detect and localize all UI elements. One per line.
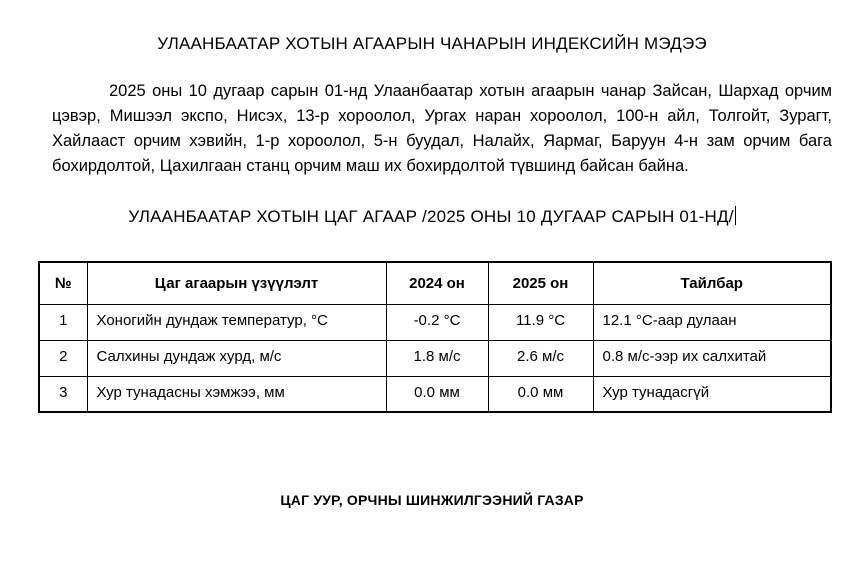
row-number: 3 (39, 376, 87, 412)
section-subtitle-text: УЛААНБААТАР ХОТЫН ЦАГ АГААР /2025 ОНЫ 10 ДУГААР САРЫН 01-НД/ (128, 207, 734, 226)
row-indicator: Хоногийн дундаж температур, °С (87, 304, 386, 340)
column-header-indicator: Цаг агаарын үзүүлэлт (87, 262, 386, 304)
row-value-2024: 0.0 мм (386, 376, 488, 412)
issuing-agency-footer: ЦАГ УУР, ОРЧНЫ ШИНЖИЛГЭЭНИЙ ГАЗАР (280, 492, 584, 508)
row-note: Хур тунадасгүй (593, 376, 831, 412)
column-header-2025: 2025 он (488, 262, 593, 304)
row-indicator: Салхины дундаж хурд, м/с (87, 340, 386, 376)
row-value-2025: 11.9 °С (488, 304, 593, 340)
row-number: 1 (39, 304, 87, 340)
section-subtitle (0, 206, 864, 228)
table-header-row (39, 262, 831, 304)
row-note: 12.1 °С-аар дулаан (593, 304, 831, 340)
row-value-2024: -0.2 °С (386, 304, 488, 340)
table-row (39, 376, 831, 412)
column-header-2024: 2024 он (386, 262, 488, 304)
row-indicator: Хур тунадасны хэмжээ, мм (87, 376, 386, 412)
summary-paragraph: 2025 оны 10 дугаар сарын 01-нд Улаанбаатар хотын агаарын чанар Зайсан, Шархад орчим цэвэр, Мишээл экспо, Нисэх, 13-р хороолол, Ургах наран хороолол, 100-н айл, Толгойт, Зурагт, Хайлааст орчим хэвийн, 1-р хороолол, 5-н буудал, Налайх, Яармаг, Баруун 4-н зам орчим бага бохирдолтой, Цахилгаан станц орчим маш их бохирдолтой түвшинд байсан байна. (52, 82, 832, 175)
table-row (39, 304, 831, 340)
row-note: 0.8 м/с-ээр их салхитай (593, 340, 831, 376)
row-value-2024: 1.8 м/с (386, 340, 488, 376)
text-caret (735, 206, 736, 225)
row-value-2025: 2.6 м/с (488, 340, 593, 376)
column-header-note: Тайлбар (593, 262, 831, 304)
page-title: УЛААНБААТАР ХОТЫН АГААРЫН ЧАНАРЫН ИНДЕКСИЙН МЭДЭЭ (157, 34, 707, 53)
table-row (39, 340, 831, 376)
column-header-number: № (39, 262, 87, 304)
row-value-2025: 0.0 мм (488, 376, 593, 412)
weather-comparison-table (38, 261, 832, 413)
row-number: 2 (39, 340, 87, 376)
